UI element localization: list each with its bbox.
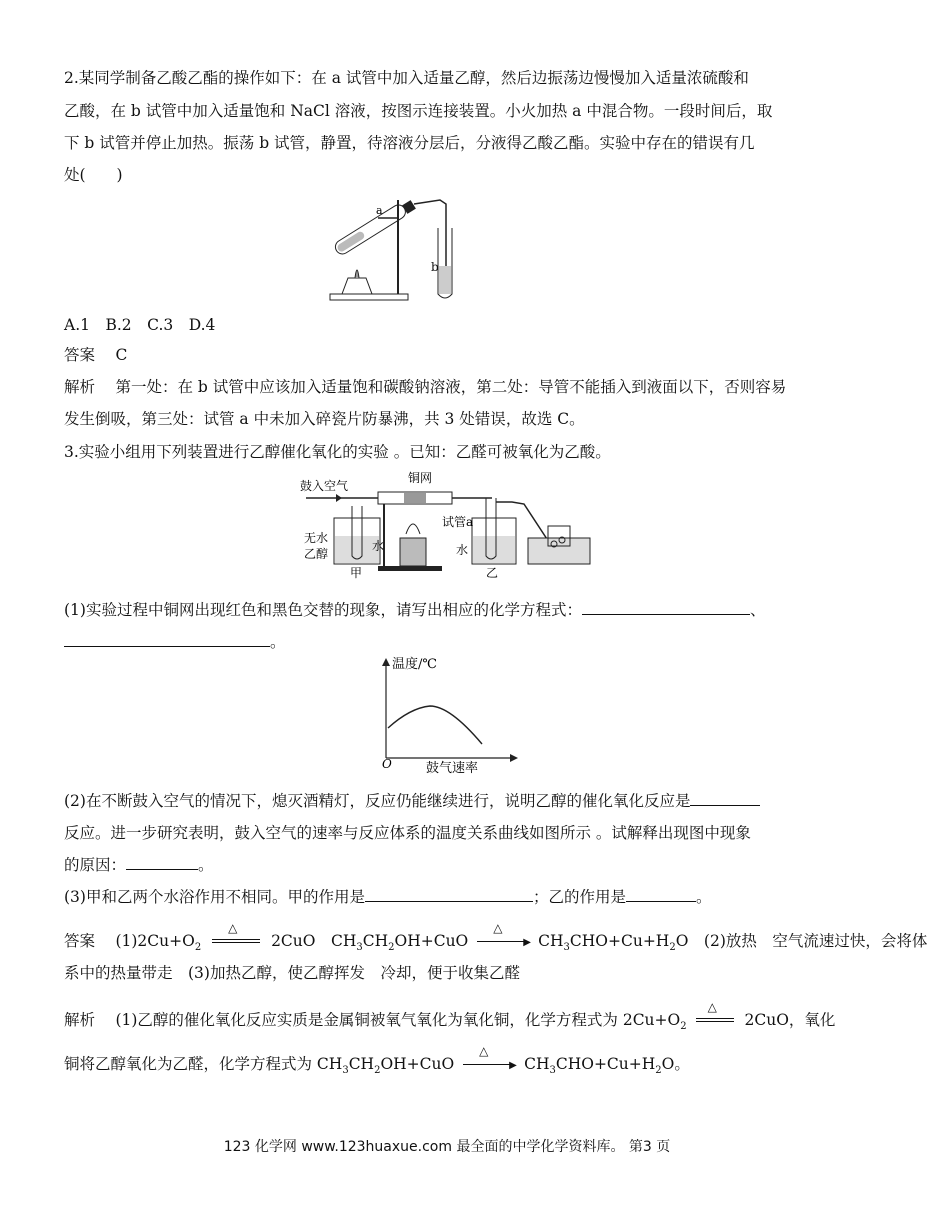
eq-part: (1)2Cu+O	[115, 932, 195, 950]
reaction-condition-arrow: △ ▶	[475, 933, 531, 951]
q3-part2-line3	[64, 853, 214, 875]
q3-answer-line2: 系中的热量带走 (3)加热乙醇，使乙醇挥发 冷却，便于收集乙醛	[64, 964, 520, 982]
fig-label-air-in: 鼓入空气	[300, 479, 349, 493]
fig-label-jia: 甲	[350, 566, 363, 580]
fig-label-yi: 乙	[486, 566, 499, 580]
heat-triangle: △	[228, 921, 238, 935]
analysis-label: 解析	[64, 378, 96, 396]
blank-2b[interactable]	[126, 855, 198, 870]
reaction-condition-equals	[694, 1000, 738, 1030]
eq-sub: 3	[356, 942, 363, 954]
temperature-curve	[388, 706, 482, 744]
q2-options: A.1 B.2 C.3 D.4	[64, 316, 216, 334]
fig-label-b: b	[431, 260, 439, 274]
eq-part: O。	[661, 1055, 690, 1073]
q2-analysis-line1	[64, 375, 786, 397]
eq-part: 铜将乙醇氧化为乙醛，化学方程式为 CH	[64, 1055, 343, 1073]
q3-part3	[64, 885, 712, 907]
q3-part2-line1	[64, 789, 760, 811]
eq-sub: 3	[563, 942, 570, 954]
analysis-text: 第一处：在 b 试管中应该加入适量饱和碳酸钠溶液，第二处：导管不能插入到液面以下，否则容易	[115, 378, 787, 396]
blank-2a[interactable]	[690, 791, 760, 806]
graph-x-label: 鼓气速率	[426, 761, 479, 776]
fig-label-water-2: 水	[456, 543, 469, 557]
q3-analysis-line2	[64, 1044, 690, 1077]
eq-part: OH+CuO	[380, 1055, 455, 1073]
q2-stem-line4: 处( )	[64, 166, 123, 184]
eq-part: CH	[362, 932, 389, 950]
q3-part3-jia: (3)甲和乙两个水浴作用不相同。甲的作用是	[64, 888, 365, 906]
eq-part: CHO+Cu+H	[555, 1055, 656, 1073]
q2-stem-line3: 下 b 试管并停止加热。振荡 b 试管，静置，待溶液分层后，分液得乙酸乙酯。实验中存在的错误有几	[64, 134, 755, 152]
blank-3a[interactable]	[365, 887, 533, 902]
graph-y-label: 温度/℃	[392, 657, 437, 672]
temperature-vs-airflow-graph	[350, 656, 520, 776]
heat-triangle: △	[479, 1044, 489, 1058]
heat-triangle: △	[707, 1000, 717, 1014]
q3-part3-end: 。	[695, 888, 712, 906]
eq-sub: 3	[342, 1065, 349, 1077]
eq-sub: 2	[680, 1021, 687, 1033]
q3-intro: 3.实验小组用下列装置进行乙醇催化氧化的实验 。已知：乙醛可被氧化为乙酸。	[64, 443, 611, 461]
eq-sub: 2	[669, 942, 676, 954]
eq-part: CH	[538, 932, 564, 950]
eq-sub: 2	[388, 942, 395, 954]
q2-answer	[64, 343, 127, 365]
q3-part2-reason: 的原因：	[64, 856, 127, 874]
fig-label-anhydrous-1: 无水	[304, 531, 329, 545]
eq-part: CHO+Cu+H	[569, 932, 670, 950]
reaction-condition-arrow: △ ▶	[461, 1056, 517, 1074]
answer-label: 答案	[64, 932, 96, 950]
eq-part: 2CuO CH	[271, 932, 357, 950]
blank-1b[interactable]	[64, 632, 270, 647]
eq-part: 2CuO，氧化	[744, 1011, 836, 1029]
q3-answer-line1	[64, 921, 927, 954]
answer-label: 答案	[64, 346, 96, 364]
blank-1a[interactable]	[582, 600, 750, 615]
fig-label-anhydrous-2: 乙醇	[304, 547, 329, 561]
analysis-label: 解析	[64, 1011, 96, 1029]
blank-3b[interactable]	[626, 887, 696, 902]
eq-sub: 2	[374, 1065, 381, 1077]
eq-part: O (2)放热 空气流速过快，会将体	[675, 932, 927, 950]
q3-part1	[64, 598, 765, 620]
q3-analysis-line1	[64, 1000, 836, 1033]
q2-stem-line1: 2.某同学制备乙酸乙酯的操作如下：在 a 试管中加入适量乙醇，然后边振荡边慢慢加入适量浓硫酸和	[64, 69, 749, 87]
page-footer: 123 化学网 www.123huaxue.com 最全面的中学化学资料库。 第3 页	[223, 1139, 671, 1155]
graph-origin: O	[382, 757, 392, 771]
eq-sub: 3	[549, 1065, 556, 1077]
eq-part: CH	[348, 1055, 375, 1073]
q3-part2-text: (2)在不断鼓入空气的情况下，熄灭酒精灯，反应仍能继续进行，说明乙醇的催化氧化反应是	[64, 792, 691, 810]
q2-analysis-line2: 发生倒吸，第三处：试管 a 中未加入碎瓷片防暴沸，共 3 处错误，故选 C。	[64, 410, 585, 428]
eq-sub: 2	[194, 942, 202, 954]
reaction-condition-equals	[208, 921, 264, 951]
q3-part1-line2	[64, 630, 286, 652]
eq-part: OH+CuO	[394, 932, 469, 950]
heat-triangle: △	[493, 921, 503, 935]
oxidation-apparatus-figure	[296, 470, 596, 580]
fig-label-tube-a: 试管a	[442, 515, 474, 529]
q2-stem-line2: 乙酸，在 b 试管中加入适量饱和 NaCl 溶液，按图示连接装置。小火加热 a 中混合物。一段时间后，取	[64, 102, 773, 120]
eq-sub: 2	[655, 1065, 662, 1077]
q3-part3-yi: ；乙的作用是	[532, 888, 626, 906]
fig-label-a: a	[376, 204, 383, 217]
q3-part1-sep: 、	[749, 601, 766, 619]
eq-part: CH	[524, 1055, 550, 1073]
fig-label-copper-mesh: 铜网	[408, 471, 433, 485]
q3-part1-text: (1)实验过程中铜网出现红色和黑色交替的现象，请写出相应的化学方程式：	[64, 601, 582, 619]
q3-part1-end: 。	[270, 633, 286, 651]
answer-value: C	[115, 346, 128, 364]
q3-part2-line2: 反应。进一步研究表明，鼓入空气的速率与反应体系的温度关系曲线如图所示 。试解释出现图中现象	[64, 824, 751, 842]
q3-part2-end: 。	[198, 856, 214, 874]
eq-part: (1)乙醇的催化氧化反应实质是金属铜被氧气氧化为氧化铜，化学方程式为 2Cu+O	[115, 1011, 681, 1029]
fig-label-water-1: 水	[372, 539, 385, 553]
